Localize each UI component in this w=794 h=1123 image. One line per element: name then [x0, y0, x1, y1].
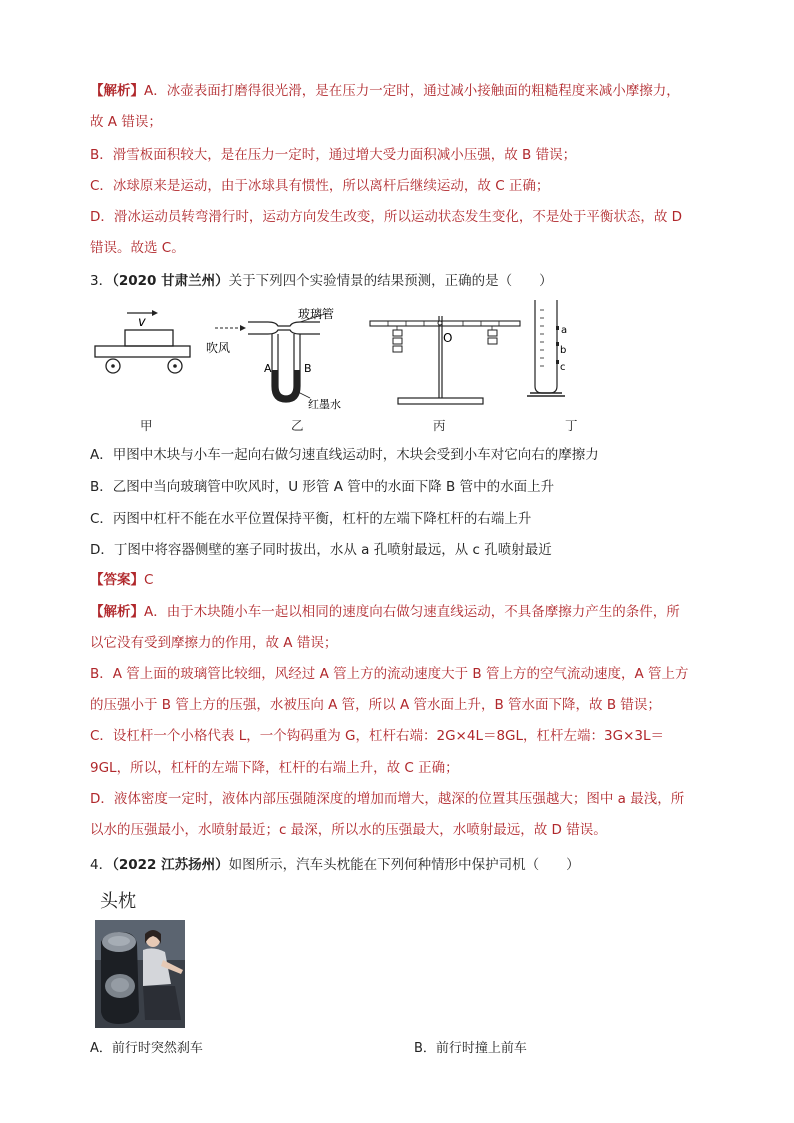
blow-label: 吹风	[206, 341, 231, 355]
pivot-label: O	[443, 331, 453, 345]
a-label: A	[264, 362, 272, 375]
q3-option-b: B．乙图中当向玻璃管中吹风时，U 形管 A 管中的水面下降 B 管中的水面上升	[90, 479, 555, 495]
q3-figures	[80, 298, 600, 438]
question-number: 3．	[90, 273, 113, 289]
q4-option-a: A．前行时突然刹车	[90, 1041, 203, 1056]
hole-b-label: b	[560, 345, 567, 356]
question-text: 关于下列四个实验情景的结果预测，正确的是（ ）	[228, 273, 553, 289]
q3-option-c: C．丙图中杠杆不能在水平位置保持平衡，杠杆的左端下降杠杆的右端上升	[90, 511, 532, 527]
answer-label: 【答案】	[90, 572, 144, 588]
q2-analysis-line-1	[90, 82, 680, 100]
figure-ding-cylinder	[527, 300, 567, 396]
q3-analysis-line-2: 以它没有受到摩擦力的作用，故 A 错误；	[90, 635, 338, 651]
caption-ding: 丁	[565, 418, 578, 433]
figure-bing-lever	[370, 316, 520, 404]
caption-yi: 乙	[291, 418, 304, 433]
question-text: 如图所示，汽车头枕能在下列何种情形中保护司机（ ）	[228, 857, 580, 873]
q4-stem	[90, 856, 580, 874]
q3-analysis-line-6: 9GL，所以，杠杆的左端下降，杠杆的右端上升，故 C 正确；	[90, 760, 459, 776]
question-source: （2022 江苏扬州）	[112, 857, 229, 873]
q2-analysis-line-2: 故 A 错误；	[90, 114, 162, 130]
q3-analysis-line-5: C．设杠杆一个小格代表 L，一个钩码重为 G，杠杆右端：2G×4L＝8GL，杠杆左端：3G×3L＝	[90, 728, 665, 744]
q3-stem	[90, 272, 553, 290]
q2-analysis-line-4: C．冰球原来是运动，由于冰球具有惯性，所以离杆后继续运动，故 C 正确；	[90, 178, 550, 194]
q3-analysis-line-3: B．A 管上面的玻璃管比较细，风经过 A 管上方的流动速度大于 B 管上方的空气流动速度，A 管上方	[90, 666, 689, 682]
figure-jia-cart	[95, 310, 190, 373]
car-seat-photo	[95, 920, 185, 1028]
q2-analysis-line-5: D．滑冰运动员转弯滑行时，运动方向发生改变，所以运动状态发生变化，不是处于平衡状态，故 D	[90, 209, 683, 225]
hole-c-label: c	[560, 362, 566, 373]
q2-analysis-line-6: 错误。故选 C。	[90, 240, 185, 256]
q4-option-b: B．前行时撞上前车	[414, 1041, 527, 1056]
analysis-label: 【解析】	[90, 604, 144, 620]
question-number: 4．	[90, 857, 113, 873]
q3-analysis-line-4: 的压强小于 B 管上方的压强，水被压向 A 管，所以 A 管水面上升，B 管水面下降，故 B 错误；	[90, 697, 661, 713]
q3-analysis-line-1	[90, 603, 680, 621]
q3-option-a: A．甲图中木块与小车一起向右做匀速直线运动时，木块会受到小车对它向右的摩擦力	[90, 447, 599, 463]
analysis-label: 【解析】	[90, 83, 144, 99]
b-label: B	[304, 362, 312, 375]
q3-analysis-line-7: D．液体密度一定时，液体内部压强随深度的增加而增大，越深的位置其压强越大；图中 a 最浅，所	[90, 791, 685, 807]
hole-a-label: a	[561, 325, 568, 336]
caption-jia: 甲	[140, 418, 153, 433]
analysis-text: A．由于木块随小车一起以相同的速度向右做匀速直线运动，不具备摩擦力产生的条件，所	[144, 604, 680, 620]
ink-label: 红墨水	[308, 398, 341, 411]
q3-option-d: D．丁图中将容器侧壁的塞子同时拔出，水从 a 孔喷射最远，从 c 孔喷射最近	[90, 542, 552, 558]
analysis-text: A．冰壶表面打磨得很光滑，是在压力一定时，通过减小接触面的粗糙程度来减小摩擦力，	[144, 83, 680, 99]
tube-label: 玻璃管	[298, 307, 335, 321]
q2-analysis-line-3: B．滑雪板面积较大，是在压力一定时，通过增大受力面积减小压强，故 B 错误；	[90, 147, 577, 163]
headrest-label: 头枕	[100, 891, 136, 912]
q3-analysis-line-8: 以水的压强最小，水喷射最近；c 最深，所以水的压强最大，水喷射最远，故 D 错误。	[90, 822, 607, 838]
question-source: （2020 甘肃兰州）	[112, 273, 229, 289]
caption-bing: 丙	[433, 418, 446, 433]
velocity-label: v	[138, 315, 146, 330]
figure-yi-utube	[206, 306, 341, 411]
q3-answer	[90, 571, 153, 589]
answer-value: C	[144, 572, 154, 588]
